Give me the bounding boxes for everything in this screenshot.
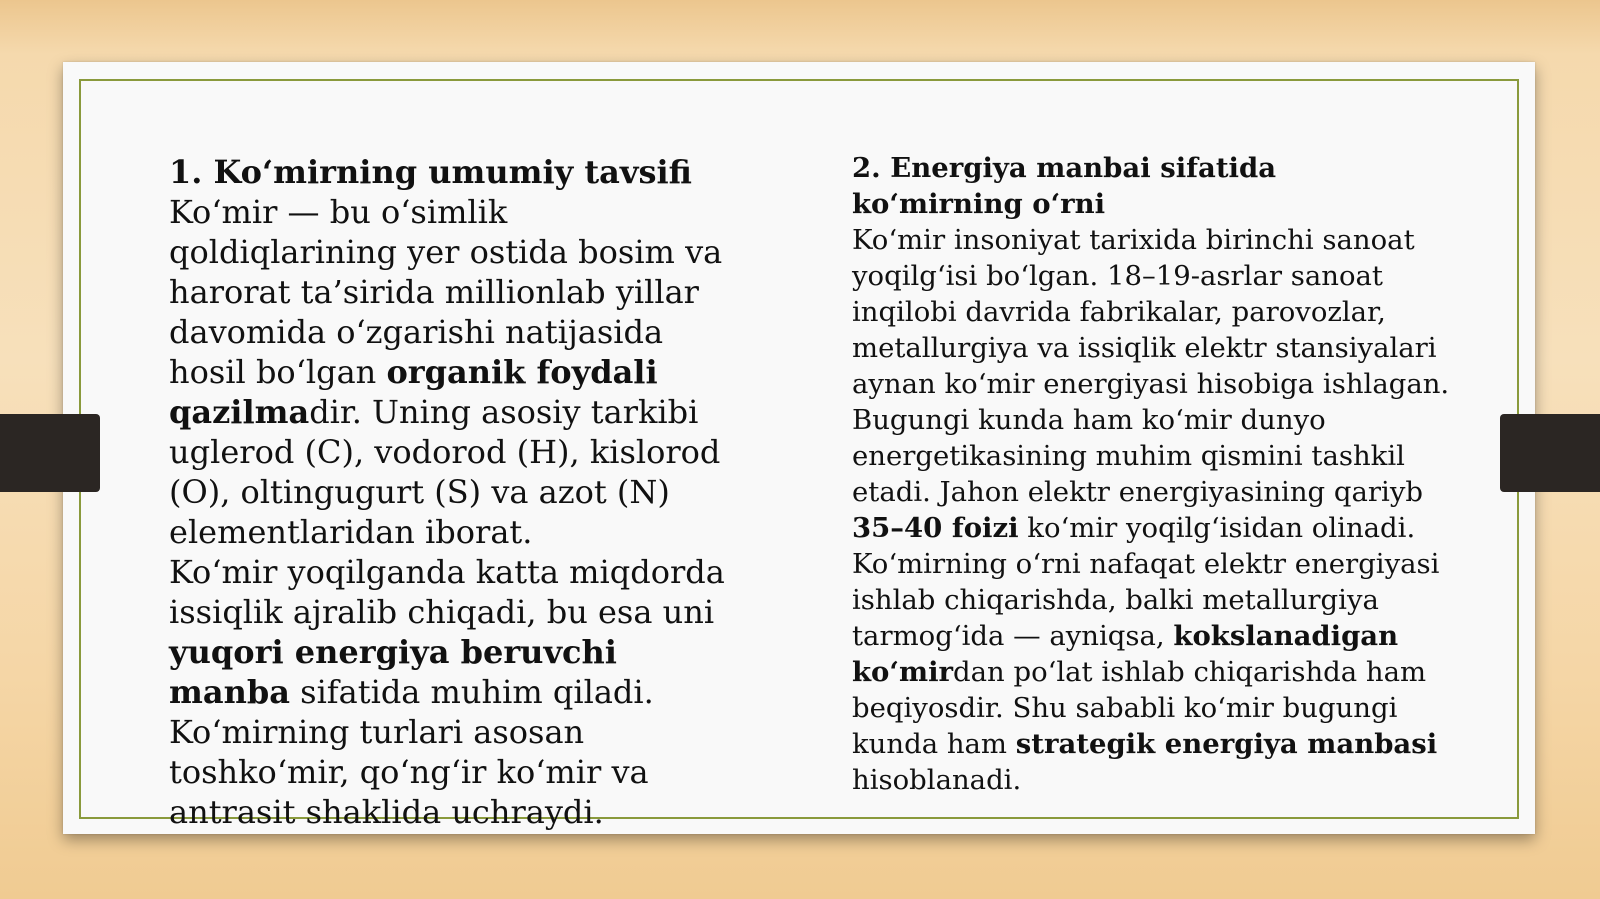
left-paragraph-1: Ko‘mir — bu o‘simlik qoldiqlarining yer ostida bosim va harorat ta’sirida millionlab yillar davomida o‘zgarishi natijasida hosil bo‘lgan organik foydali qazilmadir. Uning asosiy tarkibi uglerod (C), vodorod (H), kislorod (O), oltingugurt (S) va azot (N) elementlaridan iborat. bbox=[169, 193, 723, 551]
right-paragraph-3: Ko‘mirning o‘rni nafaqat elektr energiyasi ishlab chiqarishda, balki metallurgiya tarmog‘ida — ayniqsa, kokslanadigan ko‘mirdan po‘lat ishlab chiqarishda ham beqiyosdir. Shu sababli ko‘mir bugungi kunda ham strategik energiya manbasi hisoblanadi. bbox=[852, 548, 1440, 796]
right-side-tab bbox=[1500, 414, 1600, 492]
right-paragraph-2: Bugungi kunda ham ko‘mir dunyo energetikasining muhim qismini tashkil etadi. Jahon elektr energiyasining qariyb 35–40 foizi ko‘mir yoqilg‘isidan olinadi. bbox=[852, 404, 1423, 544]
left-heading: 1. Ko‘mirning umumiy tavsifi bbox=[169, 153, 692, 191]
right-text-column bbox=[852, 150, 1452, 798]
left-paragraph-3: Ko‘mirning turlari asosan toshko‘mir, qo‘ng‘ir ko‘mir va antrasit shaklida uchraydi. bbox=[169, 713, 649, 831]
left-side-tab bbox=[0, 414, 100, 492]
left-text-column bbox=[169, 152, 729, 832]
right-paragraph-1: Ko‘mir insoniyat tarixida birinchi sanoat yoqilg‘isi bo‘lgan. 18–19-asrlar sanoat inqilobi davrida fabrikalar, parovozlar, metallurgiya va issiqlik elektr stansiyalari aynan ko‘mir energiyasi hisobiga ishlagan. bbox=[852, 224, 1450, 400]
right-heading: 2. Energiya manbai sifatida ko‘mirning o‘rni bbox=[852, 152, 1277, 220]
left-paragraph-2: Ko‘mir yoqilganda katta miqdorda issiqlik ajralib chiqadi, bu esa uni yuqori energiya beruvchi manba sifatida muhim qiladi. bbox=[169, 553, 725, 711]
